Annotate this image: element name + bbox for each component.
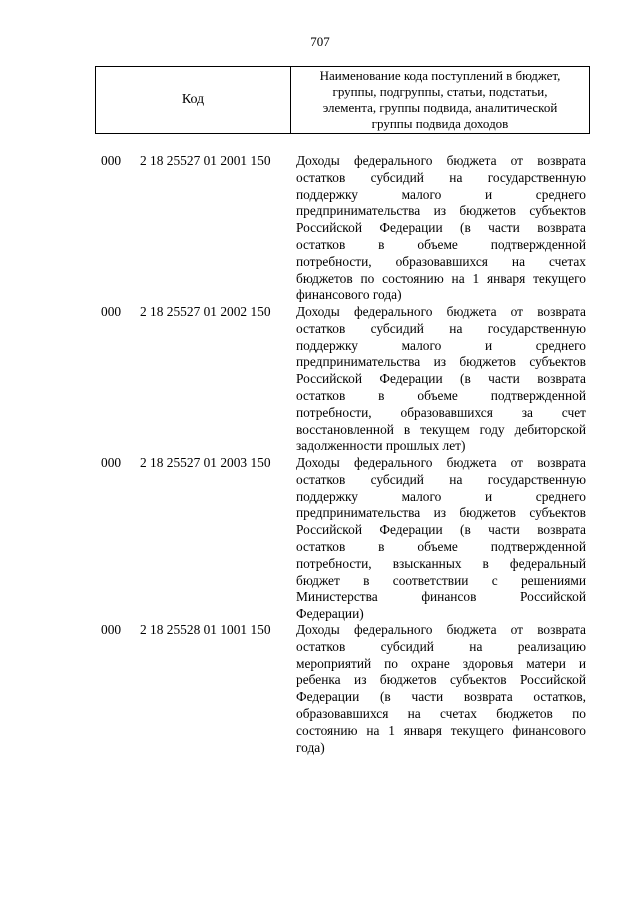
table-header	[95, 66, 590, 134]
description-line: предпринимательства из бюджетов субъектов	[296, 354, 586, 370]
admin-code: 000	[101, 304, 122, 319]
description-line: Российской Федерации (в части возврата	[296, 220, 586, 236]
description-line: остатков в объеме подтвержденной	[296, 538, 586, 554]
description-line: восстановленной в текущем году дебиторской	[296, 421, 586, 437]
income-description	[296, 622, 586, 756]
description-line: ребенка из бюджетов субъектов Российской	[296, 672, 586, 688]
income-code: 2 18 25527 01 2002 150	[140, 304, 271, 319]
header-name-line: группы, подгруппы, статьи, подстатьи,	[332, 84, 548, 99]
header-name-cell	[291, 67, 589, 133]
description-line: поддержку малого и среднего	[296, 337, 586, 353]
description-line: Российской Федерации (в части возврата	[296, 522, 586, 538]
description-line: образовавшихся на счетах бюджетов по	[296, 705, 586, 721]
description-line: Доходы федерального бюджета от возврата	[296, 622, 586, 637]
description-line: поддержку малого и среднего	[296, 186, 586, 202]
admin-code: 000	[101, 622, 122, 637]
description-line: остатков субсидий на реализацию	[296, 638, 586, 654]
description-line: Российской Федерации (в части возврата	[296, 371, 586, 387]
page-number: 707	[310, 34, 330, 49]
income-description	[296, 153, 586, 304]
description-line: предпринимательства из бюджетов субъектов	[296, 203, 586, 219]
description-line: года)	[296, 739, 325, 755]
description-line: состоянию на 1 января текущего финансового	[296, 722, 586, 738]
description-line: Федерации)	[296, 606, 364, 622]
description-line: мероприятий по охране здоровья матери и	[296, 655, 586, 671]
header-code-label: Код	[181, 92, 205, 107]
description-line: остатков в объеме подтвержденной	[296, 387, 586, 403]
admin-code: 000	[101, 455, 122, 470]
header-name-line: группы подвида доходов	[371, 116, 509, 131]
header-code-cell	[96, 67, 291, 133]
description-line: Доходы федерального бюджета от возврата	[296, 455, 586, 470]
description-line: Федерации (в части возврата остатков,	[296, 689, 586, 705]
description-line: Доходы федерального бюджета от возврата	[296, 153, 586, 168]
description-line: задолженности прошлых лет)	[296, 438, 466, 454]
description-line: остатков в объеме подтвержденной	[296, 236, 586, 252]
description-line: финансового года)	[296, 287, 402, 303]
admin-code: 000	[101, 153, 122, 168]
description-line: потребности, образовавшихся на счетах	[296, 253, 586, 269]
header-name-line: Наименование кода поступлений в бюджет,	[319, 68, 561, 83]
income-description	[296, 455, 586, 623]
income-description	[296, 304, 586, 455]
description-line: Министерства финансов Российской	[296, 589, 586, 605]
income-code: 2 18 25527 01 2001 150	[140, 153, 271, 168]
description-line: потребности, взысканных в федеральный	[296, 555, 586, 571]
description-line: остатков субсидий на государственную	[296, 320, 586, 336]
income-code: 2 18 25527 01 2003 150	[140, 455, 271, 470]
description-line: остатков субсидий на государственную	[296, 471, 586, 487]
description-line: Доходы федерального бюджета от возврата	[296, 304, 586, 319]
description-line: потребности, образовавшихся за счет	[296, 404, 586, 420]
description-line: остатков субсидий на государственную	[296, 169, 586, 185]
income-code: 2 18 25528 01 1001 150	[140, 622, 271, 637]
header-name-line: элемента, группы подвида, аналитической	[322, 100, 558, 115]
description-line: бюджет в соответствии с решениями	[296, 572, 586, 588]
description-line: поддержку малого и среднего	[296, 488, 586, 504]
description-line: бюджетов по состоянию на 1 января текущего	[296, 270, 586, 286]
description-line: предпринимательства из бюджетов субъектов	[296, 505, 586, 521]
